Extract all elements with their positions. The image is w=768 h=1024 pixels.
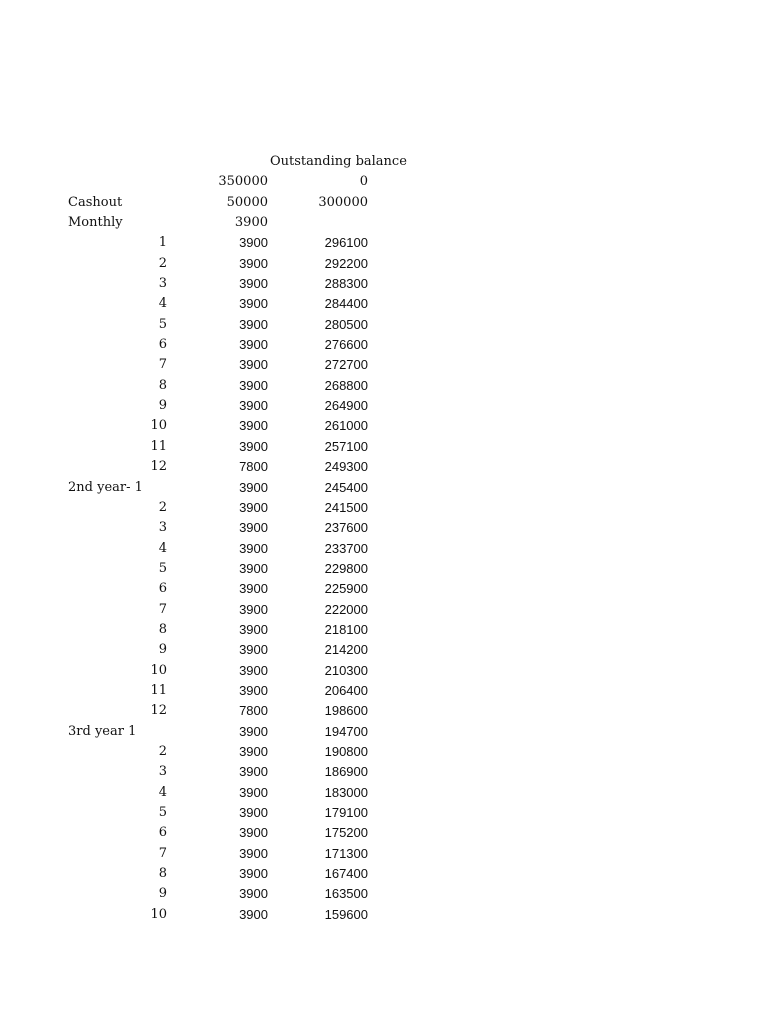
payment-cell: 3900 bbox=[239, 764, 268, 780]
balance-cell: 276600 bbox=[324, 337, 368, 353]
balance-cell: 198600 bbox=[324, 703, 368, 719]
row-label: Monthly bbox=[68, 215, 123, 231]
payment-cell: 3900 bbox=[239, 540, 268, 556]
month-index: 1 bbox=[158, 235, 167, 251]
table-row bbox=[0, 254, 768, 274]
table-row bbox=[0, 742, 768, 762]
spreadsheet-page bbox=[0, 152, 768, 925]
month-index: 12 bbox=[150, 459, 167, 475]
balance-cell: 261000 bbox=[324, 418, 368, 434]
payment-cell: 3900 bbox=[239, 418, 268, 434]
balance-cell: 222000 bbox=[324, 601, 368, 617]
month-index: 10 bbox=[150, 418, 167, 434]
balance-cell: 206400 bbox=[324, 682, 368, 698]
payment-cell: 350000 bbox=[218, 174, 268, 190]
payment-cell: 3900 bbox=[239, 662, 268, 678]
month-index: 9 bbox=[158, 642, 167, 658]
payment-cell: 3900 bbox=[239, 581, 268, 597]
month-index: 3 bbox=[158, 520, 167, 536]
balance-cell: 249300 bbox=[324, 459, 368, 475]
month-index: 5 bbox=[158, 805, 167, 820]
balance-cell: 292200 bbox=[324, 255, 368, 271]
table-row bbox=[0, 600, 768, 620]
payment-cell: 3900 bbox=[239, 255, 268, 271]
balance-cell: 237600 bbox=[324, 520, 368, 536]
month-index: 2 bbox=[158, 743, 167, 759]
balance-cell: 210300 bbox=[324, 662, 368, 678]
table-row bbox=[0, 620, 768, 640]
table-row bbox=[0, 498, 768, 518]
month-index: 3 bbox=[158, 276, 167, 292]
payment-cell: 50000 bbox=[226, 194, 268, 210]
payment-cell: 3900 bbox=[239, 398, 268, 414]
balance-cell: 245400 bbox=[324, 479, 368, 495]
month-index: 6 bbox=[158, 581, 167, 597]
table-row bbox=[0, 294, 768, 314]
balance-cell: 179100 bbox=[324, 805, 368, 820]
table-row bbox=[0, 437, 768, 457]
table-row bbox=[0, 783, 768, 803]
table-row bbox=[0, 722, 768, 742]
table-row bbox=[0, 416, 768, 436]
balance-cell: 218100 bbox=[324, 621, 368, 637]
table-row bbox=[0, 864, 768, 884]
table-row bbox=[0, 355, 768, 375]
payment-cell: 3900 bbox=[239, 784, 268, 800]
month-index: 8 bbox=[158, 866, 167, 882]
balance-cell: 175200 bbox=[324, 825, 368, 841]
table-row bbox=[0, 701, 768, 721]
table-row bbox=[0, 539, 768, 559]
payment-cell: 3900 bbox=[239, 723, 268, 739]
balance-cell: 186900 bbox=[324, 764, 368, 780]
balance-cell: 296100 bbox=[324, 235, 368, 251]
month-index: 5 bbox=[158, 316, 167, 332]
table-row bbox=[0, 315, 768, 335]
header-row bbox=[0, 152, 768, 172]
balance-cell: 272700 bbox=[324, 357, 368, 373]
top-row bbox=[0, 213, 768, 233]
month-index: 9 bbox=[158, 398, 167, 414]
payment-cell: 7800 bbox=[239, 703, 268, 719]
table-row bbox=[0, 478, 768, 498]
payment-cell: 3900 bbox=[239, 642, 268, 658]
payment-cell: 3900 bbox=[239, 845, 268, 861]
payment-cell: 3900 bbox=[239, 866, 268, 882]
balance-cell: 280500 bbox=[324, 316, 368, 332]
table-row bbox=[0, 579, 768, 599]
payment-cell: 3900 bbox=[239, 276, 268, 292]
payment-cell: 3900 bbox=[239, 520, 268, 536]
payment-cell: 3900 bbox=[239, 377, 268, 393]
balance-cell: 190800 bbox=[324, 743, 368, 759]
balance-cell: 257100 bbox=[324, 438, 368, 454]
balance-cell: 268800 bbox=[324, 377, 368, 393]
table-row bbox=[0, 233, 768, 253]
outstanding-balance-header: Outstanding balance bbox=[270, 154, 407, 169]
month-index: 12 bbox=[150, 703, 167, 719]
payment-cell: 3900 bbox=[239, 316, 268, 332]
balance-cell: 241500 bbox=[324, 499, 368, 515]
payment-cell: 3900 bbox=[239, 682, 268, 698]
payment-cell: 3900 bbox=[239, 357, 268, 373]
payment-cell: 3900 bbox=[239, 296, 268, 312]
balance-cell: 300000 bbox=[318, 194, 368, 210]
month-index: 6 bbox=[158, 825, 167, 841]
table-row bbox=[0, 396, 768, 416]
payment-cell: 3900 bbox=[239, 886, 268, 902]
balance-cell: 159600 bbox=[324, 906, 368, 922]
month-index: 11 bbox=[150, 438, 167, 454]
balance-cell: 171300 bbox=[324, 845, 368, 861]
table-row bbox=[0, 518, 768, 538]
payment-cell: 3900 bbox=[239, 560, 268, 576]
payment-cell: 3900 bbox=[239, 499, 268, 515]
row-label: 3rd year 1 bbox=[68, 723, 137, 739]
balance-cell: 167400 bbox=[324, 866, 368, 882]
month-index: 10 bbox=[150, 662, 167, 678]
payment-cell: 3900 bbox=[234, 215, 268, 231]
table-row bbox=[0, 803, 768, 823]
payment-cell: 3900 bbox=[239, 235, 268, 251]
table-row bbox=[0, 376, 768, 396]
payment-schedule-rows bbox=[0, 233, 768, 925]
month-index: 4 bbox=[158, 784, 167, 800]
month-index: 7 bbox=[158, 601, 167, 617]
balance-cell: 214200 bbox=[324, 642, 368, 658]
table-row bbox=[0, 457, 768, 477]
payment-cell: 3900 bbox=[239, 621, 268, 637]
payment-cell: 3900 bbox=[239, 438, 268, 454]
month-index: 4 bbox=[158, 540, 167, 556]
month-index: 5 bbox=[158, 560, 167, 576]
month-index: 7 bbox=[158, 845, 167, 861]
table-row bbox=[0, 559, 768, 579]
payment-cell: 3900 bbox=[239, 743, 268, 759]
balance-cell: 284400 bbox=[324, 296, 368, 312]
month-index: 8 bbox=[158, 621, 167, 637]
month-index: 8 bbox=[158, 377, 167, 393]
table-row bbox=[0, 844, 768, 864]
balance-cell: 163500 bbox=[324, 886, 368, 902]
month-index: 9 bbox=[158, 886, 167, 902]
table-row bbox=[0, 823, 768, 843]
month-index: 4 bbox=[158, 296, 167, 312]
balance-cell: 0 bbox=[359, 174, 368, 190]
balance-cell: 264900 bbox=[324, 398, 368, 414]
month-index: 2 bbox=[158, 255, 167, 271]
month-index: 10 bbox=[150, 906, 167, 922]
table-row bbox=[0, 884, 768, 904]
top-row bbox=[0, 172, 768, 192]
row-label: Cashout bbox=[68, 194, 123, 210]
payment-cell: 3900 bbox=[239, 805, 268, 820]
balance-cell: 229800 bbox=[324, 560, 368, 576]
month-index: 7 bbox=[158, 357, 167, 373]
balance-cell: 233700 bbox=[324, 540, 368, 556]
balance-cell: 194700 bbox=[324, 723, 368, 739]
payment-cell: 3900 bbox=[239, 601, 268, 617]
balance-cell: 288300 bbox=[324, 276, 368, 292]
table-row bbox=[0, 681, 768, 701]
table-row bbox=[0, 905, 768, 925]
table-row bbox=[0, 274, 768, 294]
month-index: 11 bbox=[150, 682, 167, 698]
payment-cell: 3900 bbox=[239, 337, 268, 353]
month-index: 6 bbox=[158, 337, 167, 353]
balance-cell: 225900 bbox=[324, 581, 368, 597]
payment-cell: 3900 bbox=[239, 825, 268, 841]
payment-cell: 7800 bbox=[239, 459, 268, 475]
month-index: 3 bbox=[158, 764, 167, 780]
table-row bbox=[0, 640, 768, 660]
table-row bbox=[0, 661, 768, 681]
payment-cell: 3900 bbox=[239, 906, 268, 922]
balance-cell: 183000 bbox=[324, 784, 368, 800]
top-row bbox=[0, 193, 768, 213]
month-index: 2 bbox=[158, 499, 167, 515]
table-row bbox=[0, 335, 768, 355]
payment-cell: 3900 bbox=[239, 479, 268, 495]
table-row bbox=[0, 762, 768, 782]
row-label: 2nd year- 1 bbox=[68, 479, 143, 495]
